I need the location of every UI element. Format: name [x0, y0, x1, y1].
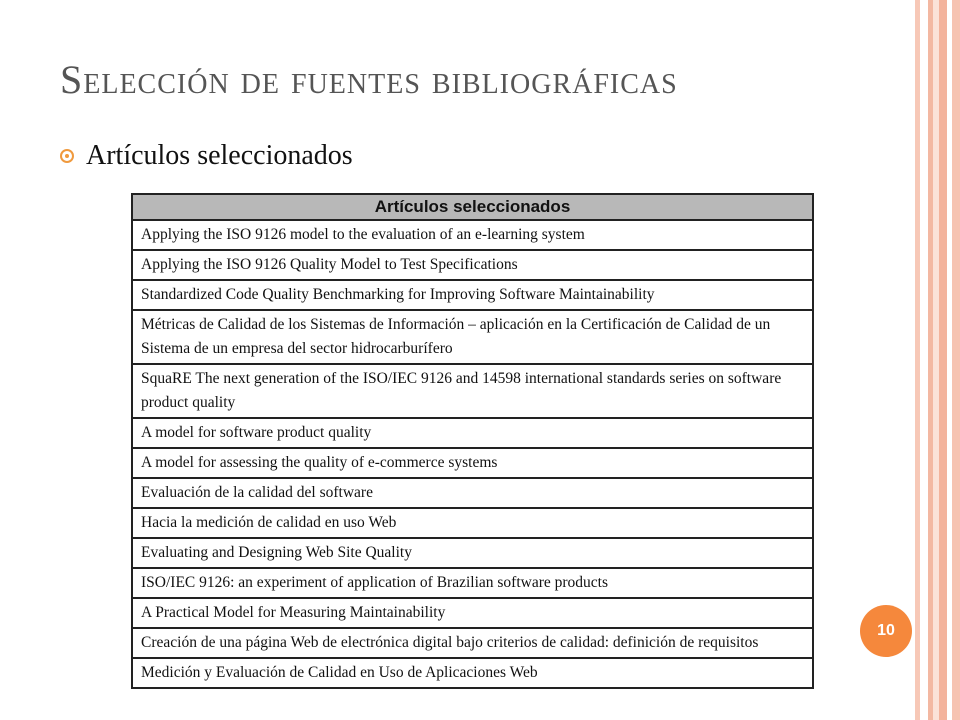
article-title: Medición y Evaluación de Calidad en Uso de Aplicaciones Web	[132, 658, 813, 688]
article-title: Métricas de Calidad de los Sistemas de Información – aplicación en la Certificación de Calidad de un Sistema de un empresa del sector hidrocarburífero	[132, 310, 813, 364]
table-row	[132, 448, 813, 478]
table-row	[132, 364, 813, 418]
table-row	[132, 598, 813, 628]
table-row	[132, 250, 813, 280]
article-title: Creación de una página Web de electrónica digital bajo criterios de calidad: definición de requisitos	[132, 628, 813, 658]
table-header: Artículos seleccionados	[132, 194, 813, 220]
bullet-text: Artículos seleccionados	[86, 140, 353, 171]
table-row	[132, 538, 813, 568]
page-number-badge: 10	[860, 605, 912, 657]
bullet-item	[60, 136, 353, 176]
slide-title: Selección de fuentes bibliográficas	[60, 57, 678, 102]
table-row	[132, 628, 813, 658]
article-title: Evaluating and Designing Web Site Quality	[132, 538, 813, 568]
article-title: A Practical Model for Measuring Maintainability	[132, 598, 813, 628]
stripe	[920, 0, 928, 720]
article-title: A model for assessing the quality of e-commerce systems	[132, 448, 813, 478]
decorative-side-stripes	[915, 0, 960, 720]
article-title: Applying the ISO 9126 Quality Model to Test Specifications	[132, 250, 813, 280]
article-title: ISO/IEC 9126: an experiment of application of Brazilian software products	[132, 568, 813, 598]
article-title: SquaRE The next generation of the ISO/IEC 9126 and 14598 international standards series on software product quality	[132, 364, 813, 418]
stripe	[939, 0, 947, 720]
table-header-row	[132, 194, 813, 220]
article-title: Applying the ISO 9126 model to the evaluation of an e-learning system	[132, 220, 813, 250]
article-title: Standardized Code Quality Benchmarking for Improving Software Maintainability	[132, 280, 813, 310]
table-row	[132, 658, 813, 688]
table-row	[132, 310, 813, 364]
articles-table	[131, 193, 814, 689]
article-title: Hacia la medición de calidad en uso Web	[132, 508, 813, 538]
article-title: Evaluación de la calidad del software	[132, 478, 813, 508]
table-row	[132, 418, 813, 448]
table-row	[132, 280, 813, 310]
bullet-circle-icon	[60, 149, 74, 163]
table-row	[132, 508, 813, 538]
table-row	[132, 568, 813, 598]
table-row	[132, 220, 813, 250]
stripe	[952, 0, 960, 720]
article-title: A model for software product quality	[132, 418, 813, 448]
table-row	[132, 478, 813, 508]
